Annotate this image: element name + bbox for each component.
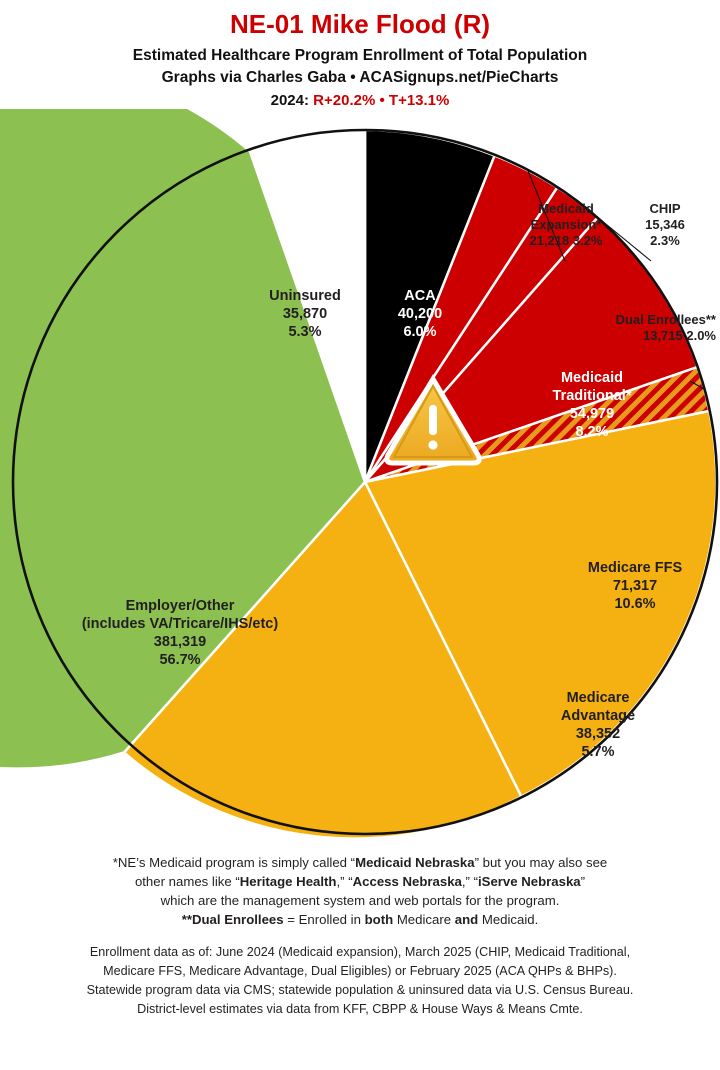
label-dual-enrollees: Dual Enrollees** 13,715 2.0% xyxy=(615,311,716,343)
footnote-2d: Access Nebraska xyxy=(352,873,462,889)
pie-chart-area xyxy=(0,109,720,849)
partisan-presidential: R+20.2% xyxy=(313,91,376,109)
footnote-1a: *NE’s Medicaid program is simply called “ xyxy=(112,854,356,870)
label-employer-other: Employer/Other (includes VA/Tricare/IHS/etc) 381,319 56.7% xyxy=(81,597,279,668)
sources-block xyxy=(0,943,720,1019)
footnote-2b: Heritage Health xyxy=(239,873,337,889)
footnote-line-3: which are the management system and web portals for the program. xyxy=(160,892,560,908)
chart-subtitle: Estimated Healthcare Program Enrollment of Total Population xyxy=(132,46,588,64)
chart-credit: Graphs via Charles Gaba • ACASignups.net/PieCharts xyxy=(161,68,559,86)
footnote-4b: = Enrolled in xyxy=(283,911,365,927)
footnote-line-2 xyxy=(0,872,720,891)
chart-header xyxy=(0,0,720,109)
footnote-4f: Medicaid. xyxy=(478,911,539,927)
footnote-2c: ,” “ xyxy=(336,873,353,889)
footnote-4c: both xyxy=(364,911,394,927)
footnote-line-4 xyxy=(0,910,720,929)
footnote-2e: ,” “ xyxy=(461,873,478,889)
label-medicare-ffs: Medicare FFS 71,317 10.6% xyxy=(587,559,683,612)
footnote-2f: iServe Nebraska xyxy=(478,873,581,889)
footnote-4a: **Dual Enrollees xyxy=(181,911,284,927)
partisan-turnout: T+13.1% xyxy=(388,91,450,109)
footnote-2g: ” xyxy=(580,873,586,889)
footnote-2a: other names like “ xyxy=(134,873,240,889)
footnote-line-1 xyxy=(0,853,720,872)
label-medicare-advantage: Medicare Advantage 38,352 5.7% xyxy=(560,689,636,760)
footnote-4e: and xyxy=(454,911,479,927)
separator-dot: • xyxy=(379,91,385,109)
label-aca: ACA 40,200 6.0% xyxy=(397,287,443,340)
partisan-year-label: 2024: xyxy=(270,91,309,109)
footnote-1b: Medicaid Nebraska xyxy=(355,854,475,870)
footnote-4d: Medicare xyxy=(393,911,455,927)
label-medicaid-expansion: Medicaid Expansion* 21,218 3.2% xyxy=(529,200,603,248)
source-line-2: Medicare FFS, Medicare Advantage, Dual Eligibles) or February 2025 (ACA QHPs & BHPs). xyxy=(103,963,617,978)
source-line-1: Enrollment data as of: June 2024 (Medicaid expansion), March 2025 (CHIP, Medicaid Traditional, xyxy=(89,945,631,960)
partisan-stats xyxy=(0,92,720,109)
label-chip: CHIP 15,346 2.3% xyxy=(645,200,685,248)
footnotes xyxy=(0,853,720,930)
source-line-4: District-level estimates via data from KFF, CBPP & House Ways & Means Cmte. xyxy=(137,1001,583,1016)
label-uninsured: Uninsured 35,870 5.3% xyxy=(269,287,341,340)
page-title: NE-01 Mike Flood (R) xyxy=(229,9,490,39)
source-line-3: Statewide program data via CMS; statewide population & uninsured data via U.S. Census Bureau. xyxy=(86,982,634,997)
footnote-1c: ” but you may also see xyxy=(474,854,608,870)
label-medicaid-traditional: Medicaid Traditional* 54,979 8.2% xyxy=(552,369,632,440)
